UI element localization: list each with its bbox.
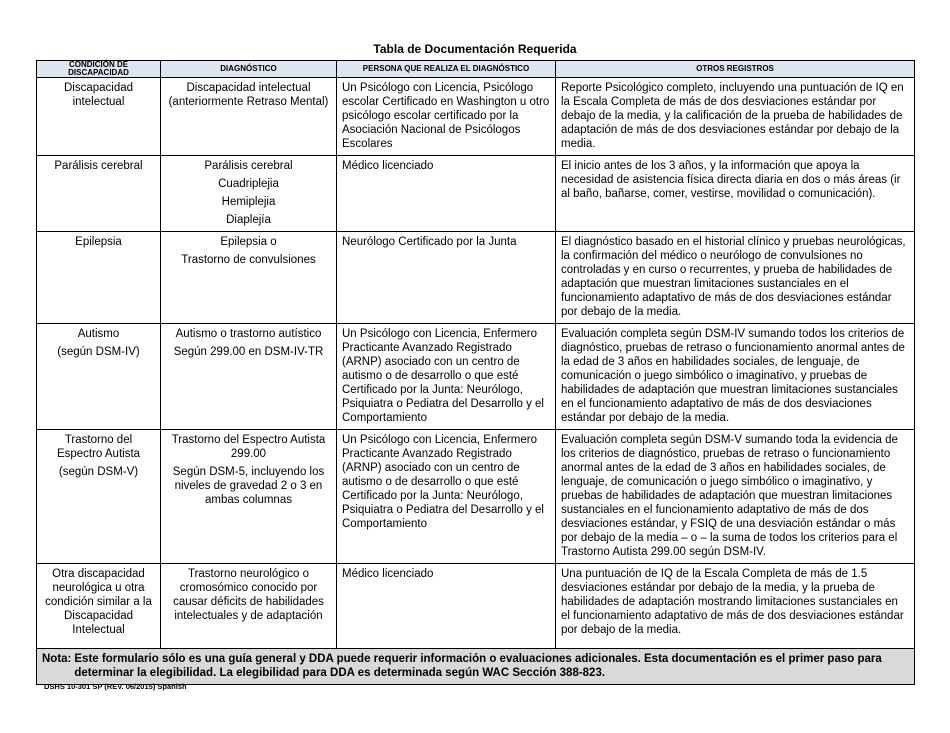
- page-title: Tabla de Documentación Requerida: [373, 42, 577, 56]
- table-row: [37, 324, 915, 430]
- diagnosis-cell: [161, 430, 337, 564]
- condition-cell: [37, 78, 161, 156]
- header-records: OTROS REGISTROS: [556, 61, 915, 78]
- form-number-footer: DSHS 10-301 SP (REV. 06/2015) Spanish: [44, 682, 187, 691]
- note-cell: [37, 649, 915, 685]
- diagnosis-cell-line: Epilepsia o: [220, 236, 277, 248]
- note-row: [37, 649, 915, 685]
- table-row: [37, 430, 915, 564]
- diagnosis-cell-line: Trastorno de convulsiones: [181, 254, 316, 266]
- diagnosing-person-cell: Un Psicólogo con Licencia, Enfermero Practicante Avanzado Registrado (ARNP) asociado con un centro de autismo o de desarrollo o que esté Certificado por la Junta: Neurólogo, Psiquiatra o Pediatra del Desarrollo y el Comportamiento: [337, 430, 556, 564]
- other-records-cell: El diagnóstico basado en el historial clínico y pruebas neurológicas, la confirmación del médico o neurólogo de convulsiones no controladas y en curso o recurrentes, y prueba de habilidades de adaptación que muestran limitaciones sustanciales en el funcionamiento adaptativo de más de dos desviaciones estándar por debajo de la media.: [556, 232, 915, 324]
- other-records-cell: Reporte Psicológico completo, incluyendo una puntuación de IQ en la Escala Completa de más de dos desviaciones estándar por debajo de la media, y la calificación de la prueba de habilidades de adaptación de más de dos desviaciones estándar por debajo de la media.: [556, 78, 915, 156]
- other-records-cell: Una puntuación de IQ de la Escala Completa de más de 1.5 desviaciones estándar por debajo de la media, y la prueba de habilidades de adaptación mostrando limitaciones sustanciales en el funcionamiento adaptativo de más de dos desviaciones estándar por debajo de la media.: [556, 564, 915, 649]
- diagnosis-cell: [161, 78, 337, 156]
- table-row: [37, 78, 915, 156]
- condition-cell: [37, 324, 161, 430]
- condition-cell-line: Trastorno del Espectro Autista: [56, 434, 141, 460]
- other-records-cell: El inicio antes de los 3 años, y la información que apoya la necesidad de asistencia física directa diaria en dos o más áreas (ir al baño, bañarse, comer, vestirse, movilidad o comunicación).: [556, 156, 915, 232]
- condition-cell: [37, 232, 161, 324]
- condition-cell: [37, 156, 161, 232]
- diagnosis-cell-line: Trastorno del Espectro Autista 299.00: [171, 434, 326, 460]
- diagnosing-person-cell: Un Psicólogo con Licencia, Enfermero Practicante Avanzado Registrado (ARNP) asociado con un centro de autismo o de desarrollo o que esté Certificado por la Junta: Neurólogo, Psiquiatra o Pediatra del Desarrollo y el Comportamiento: [337, 324, 556, 430]
- header-diagnosis: DIAGNÓSTICO: [161, 61, 337, 78]
- note-text: Este formulario sólo es una guía general y DDA puede requerir información o evaluaciones adicionales. Esta documentación es el primer paso para determinar la elegibilidad. La elegibilidad para DDA es determinada según WAC Sección 388-823.: [74, 653, 882, 679]
- diagnosis-cell-line: Diaplejía: [226, 214, 271, 226]
- diagnosis-cell-line: Cuadriplejia: [218, 178, 279, 190]
- table-row: [37, 156, 915, 232]
- diagnosing-person-cell: Médico licenciado: [337, 156, 556, 232]
- diagnosing-person-cell: Médico licenciado: [337, 564, 556, 649]
- documentation-table: [36, 60, 915, 685]
- condition-cell-line: Discapacidad intelectual: [63, 82, 134, 108]
- condition-cell: [37, 430, 161, 564]
- diagnosis-cell-line: Discapacidad intelectual (anteriormente Retraso Mental): [168, 82, 329, 108]
- other-records-cell: Evaluación completa según DSM-IV sumando todos los criterios de diagnóstico, pruebas de retraso o funcionamiento anormal antes de la edad de 3 años en habilidades sociales, de lenguaje, de comunicación o juego simbólico o imaginativo, y pruebas de habilidades de adaptación que muestran limitaciones sustanciales en el funcionamiento adaptativo de más de dos desviaciones estándar por debajo de la media.: [556, 324, 915, 430]
- header-row: [37, 61, 915, 78]
- note-label: Nota:: [42, 653, 72, 665]
- diagnosis-cell: [161, 564, 337, 649]
- other-records-cell: Evaluación completa según DSM-V sumando toda la evidencia de los criterios de diagnóstico, pruebas de retraso o funcionamiento anormal antes de la edad de 3 años en habilidades sociales, de lenguaje, de comunicación o juego simbólico o imaginativo, y pruebas de habilidades de adaptación que muestran limitaciones sustanciales en el funcionamiento adaptativo de más de dos desviaciones estándar, y FSIQ de una desviación estándar o más por debajo de la media – o – la suma de todos los criterios para el Trastorno Autista 299.00 según DSM-IV.: [556, 430, 915, 564]
- diagnosis-cell: [161, 324, 337, 430]
- diagnosis-cell: [161, 156, 337, 232]
- diagnosing-person-cell: Neurólogo Certificado por la Junta: [337, 232, 556, 324]
- diagnosis-cell-line: Parálisis cerebral: [204, 160, 293, 172]
- condition-cell-line: Otra discapacidad neurológica u otra condición similar a la Discapacidad Intelectual: [45, 568, 152, 636]
- diagnosing-person-cell: Un Psicólogo con Licencia, Psicólogo escolar Certificado en Washington u otro psicólogo escolar certificado por la Asociación Nacional de Psicólogos Escolares: [337, 78, 556, 156]
- diagnosis-cell-line: Según DSM-5, incluyendo los niveles de gravedad 2 o 3 en ambas columnas: [172, 466, 325, 506]
- diagnosis-cell-line: Autismo o trastorno autístico: [175, 328, 322, 340]
- condition-cell-line: Epilepsia: [75, 236, 122, 248]
- condition-cell: [37, 564, 161, 649]
- condition-cell-line: (según DSM-IV): [57, 346, 140, 358]
- diagnosis-cell-line: Trastorno neurológico o cromosómico conocido por causar déficits de habilidades intelectuales y de adaptación: [173, 568, 324, 622]
- diagnosis-cell-line: Hemiplejia: [221, 196, 276, 208]
- table-row: [37, 232, 915, 324]
- diagnosis-cell: [161, 232, 337, 324]
- diagnosis-cell-line: Según 299.00 en DSM-IV-TR: [173, 346, 324, 358]
- condition-cell-line: (según DSM-V): [58, 466, 139, 478]
- header-condition: CONDICIÓN DE DISCAPACIDAD: [37, 61, 161, 78]
- header-person: PERSONA QUE REALIZA EL DIAGNÓSTICO: [337, 61, 556, 78]
- condition-cell-line: Parálisis cerebral: [54, 160, 143, 172]
- condition-cell-line: Autismo: [77, 328, 120, 340]
- table-row: [37, 564, 915, 649]
